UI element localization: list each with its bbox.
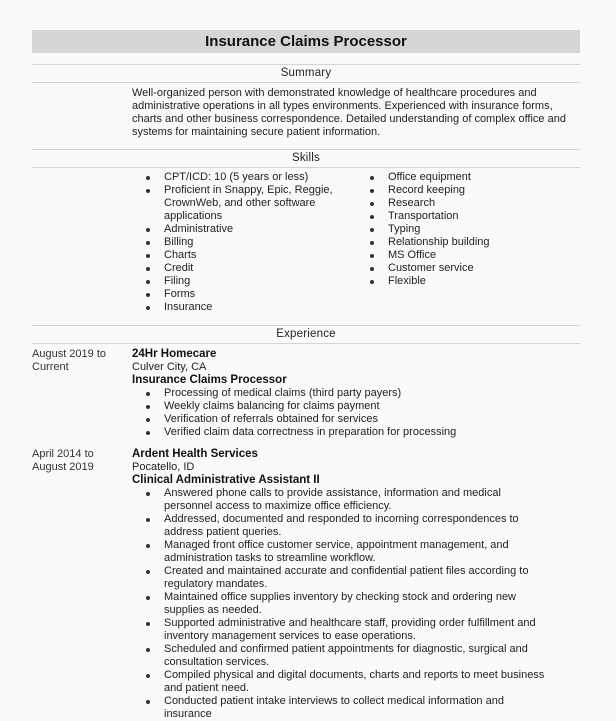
duty-item: Addressed, documented and responded to incoming correspondences to address patient queries. bbox=[132, 513, 548, 539]
resume-title: Insurance Claims Processor bbox=[32, 30, 580, 53]
skill-item: Billing bbox=[132, 236, 356, 249]
summary-text: Well-organized person with demonstrated knowledge of healthcare procedures and administrative operations in all types environments. Experienced with insurance forms, charts and other business correspondence. Detailed understanding of complex office and systems for maintaining secure patient information. bbox=[132, 87, 566, 138]
duty-item: Compiled physical and digital documents, charts and reports to meet business and patient need. bbox=[132, 669, 548, 695]
duty-item: Scheduled and confirmed patient appointments for diagnostic, surgical and consultation services. bbox=[132, 643, 548, 669]
skill-item: Flexible bbox=[356, 275, 576, 288]
skill-item: Research bbox=[356, 197, 576, 210]
duty-item: Verification of referrals obtained for services bbox=[132, 413, 580, 426]
job-content bbox=[132, 348, 580, 439]
duty-item: Created and maintained accurate and confidential patient files according to regulatory mandates. bbox=[132, 565, 548, 591]
job-company: Ardent Health Services bbox=[132, 448, 258, 460]
experience-heading: Experience bbox=[32, 325, 580, 344]
summary-heading: Summary bbox=[32, 64, 580, 83]
duty-item: Conducted patient intake interviews to collect medical information and insurance bbox=[132, 695, 548, 721]
skill-item: Credit bbox=[132, 262, 356, 275]
job-dates: April 2014 to August 2019 bbox=[32, 448, 94, 473]
skill-item: CPT/ICD: 10 (5 years or less) bbox=[132, 171, 356, 184]
skill-item: Proficient in Snappy, Epic, Reggie, CrownWeb, and other software applications bbox=[132, 184, 356, 223]
skill-item: Relationship building bbox=[356, 236, 576, 249]
skill-item: Transportation bbox=[356, 210, 576, 223]
job-duties bbox=[132, 387, 580, 439]
duty-item: Answered phone calls to provide assistance, information and medical personnel access to maximize office efficiency. bbox=[132, 487, 548, 513]
skill-item: Record keeping bbox=[356, 184, 576, 197]
skills-column-2 bbox=[356, 171, 576, 314]
job-content bbox=[132, 448, 580, 721]
duty-item: Managed front office customer service, appointment management, and administration tasks to streamline workflow. bbox=[132, 539, 548, 565]
skills-column-1 bbox=[132, 171, 356, 314]
skill-item: Insurance bbox=[132, 301, 356, 314]
duty-item: Weekly claims balancing for claims payment bbox=[132, 400, 580, 413]
duty-item: Supported administrative and healthcare staff, providing order fulfillment and inventory management services to ease operations. bbox=[132, 617, 548, 643]
skill-item: Charts bbox=[132, 249, 356, 262]
resume-page bbox=[32, 30, 580, 721]
skills-list bbox=[132, 168, 580, 314]
job-duties bbox=[132, 487, 548, 721]
duty-item: Maintained office supplies inventory by checking stock and ordering new supplies as needed. bbox=[132, 591, 548, 617]
job-entry bbox=[32, 439, 580, 721]
job-location: Culver City, CA bbox=[132, 361, 207, 373]
skill-item: MS Office bbox=[356, 249, 576, 262]
duty-item: Processing of medical claims (third party payers) bbox=[132, 387, 580, 400]
job-title: Clinical Administrative Assistant II bbox=[132, 474, 320, 486]
skill-item: Typing bbox=[356, 223, 576, 236]
job-title: Insurance Claims Processor bbox=[132, 374, 287, 386]
job-location: Pocatello, ID bbox=[132, 461, 195, 473]
job-company: 24Hr Homecare bbox=[132, 348, 217, 360]
skill-item: Administrative bbox=[132, 223, 356, 236]
skill-item: Forms bbox=[132, 288, 356, 301]
job-dates: August 2019 to Current bbox=[32, 348, 107, 373]
job-entry bbox=[32, 344, 580, 439]
skills-heading: Skills bbox=[32, 149, 580, 168]
skill-item: Office equipment bbox=[356, 171, 576, 184]
duty-item: Verified claim data correctness in preparation for processing bbox=[132, 426, 580, 439]
skill-item: Filing bbox=[132, 275, 356, 288]
skill-item: Customer service bbox=[356, 262, 576, 275]
